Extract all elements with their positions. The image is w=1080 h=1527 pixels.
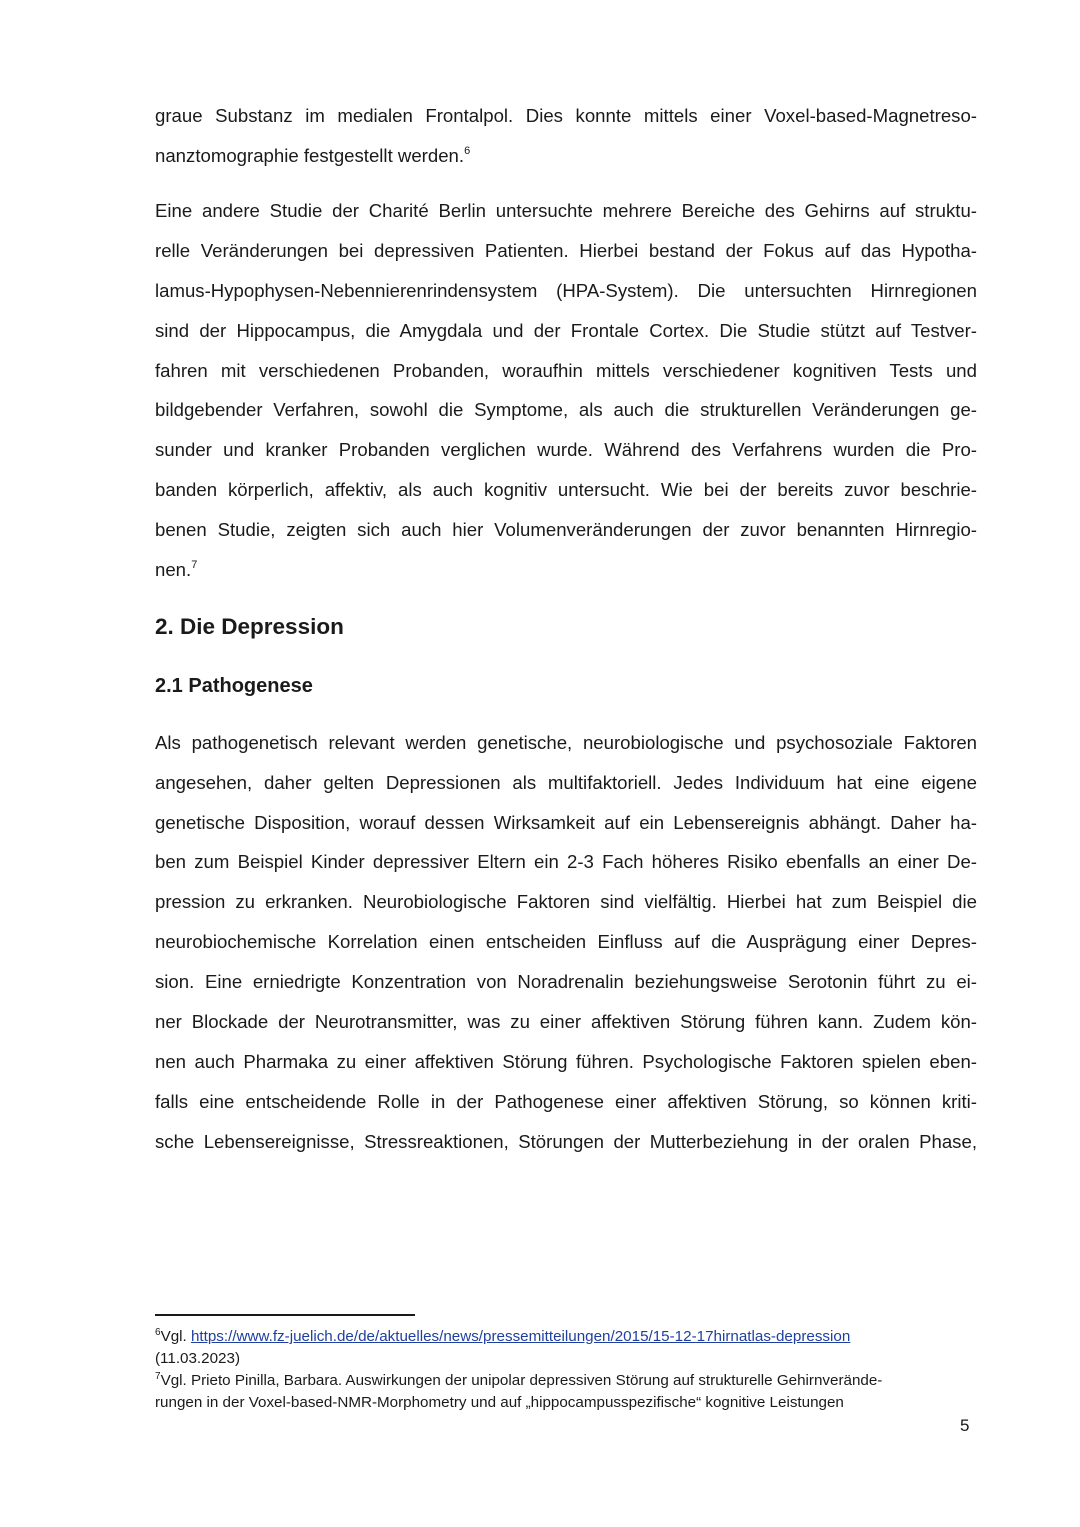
footnote-prefix: Vgl. (160, 1328, 191, 1345)
paragraph-line: genetische Disposition, worauf dessen Wirksamkeit auf ein Lebensereignis abhängt. Daher ha- (155, 812, 977, 833)
paragraph-line: Eine andere Studie der Charité Berlin untersuchte mehrere Bereiche des Gehirns auf struktu- (155, 200, 977, 221)
paragraph-line: Als pathogenetisch relevant werden genetische, neurobiologische und psychosoziale Faktoren (155, 732, 977, 753)
paragraph-line: sind der Hippocampus, die Amygdala und der Frontale Cortex. Die Studie stützt auf Testver- (155, 320, 977, 341)
paragraph-line: lamus-Hypophysen-Nebennierenrindensystem (HPA-System). Die untersuchten Hirnregionen (155, 280, 977, 301)
paragraph-line: graue Substanz im medialen Frontalpol. Dies konnte mittels einer Voxel-based-Magnetreso- (155, 105, 977, 126)
paragraph-line: banden körperlich, affektiv, als auch kognitiv untersucht. Wie bei der bereits zuvor beschrie- (155, 479, 977, 500)
footnote-separator (155, 1314, 415, 1316)
footnote-6 (155, 1327, 977, 1347)
paragraph-line: benen Studie, zeigten sich auch hier Volumenveränderungen der zuvor benannten Hirnregio- (155, 519, 977, 540)
footnote-link[interactable]: https://www.fz-juelich.de/de/aktuelles/news/pressemitteilungen/2015/15-12-17hirnatlas-depression (190, 1328, 851, 1345)
paragraph-line: sion. Eine erniedrigte Konzentration von Noradrenalin beziehungsweise Serotonin führt zu ei- (155, 971, 977, 992)
footnote-number: 7 (155, 1371, 161, 1382)
paragraph-line: nen auch Pharmaka zu einer affektiven Störung führen. Psychologische Faktoren spielen eben- (155, 1051, 977, 1072)
paragraph-line: relle Veränderungen bei depressiven Patienten. Hierbei bestand der Fokus auf das Hypotha- (155, 240, 977, 261)
paragraph-line: fahren mit verschiedenen Probanden, woraufhin mittels verschiedener kognitiven Tests und (155, 360, 977, 381)
paragraph-line: neurobiochemische Korrelation einen entscheiden Einfluss auf die Ausprägung einer Depres- (155, 931, 977, 952)
paragraph-line: falls eine entscheidende Rolle in der Pathogenese einer affektiven Störung, so können kriti- (155, 1091, 977, 1112)
footnote-ref: 7 (191, 559, 198, 571)
page-number: 5 (960, 1416, 970, 1435)
paragraph-line: ner Blockade der Neurotransmitter, was zu einer affektiven Störung führen kann. Zudem kön- (155, 1011, 977, 1032)
footnote-6-date: (11.03.2023) (155, 1350, 240, 1367)
footnote-7-continuation: rungen in der Voxel-based-NMR-Morphometry und auf „hippocampusspezifische“ kognitive Leistungen (155, 1394, 844, 1411)
paragraph-line: nanztomographie festgestellt werden.$^6$ (155, 145, 471, 166)
paragraph-line: ben zum Beispiel Kinder depressiver Eltern ein 2-3 Fach höheres Risiko ebenfalls an einer De- (155, 851, 977, 872)
paragraph-line: pression zu erkranken. Neurobiologische Faktoren sind vielfältig. Hierbei hat zum Beispiel die (155, 891, 977, 912)
paragraph-line: sunder und kranker Probanden verglichen wurde. Während des Verfahrens wurden die Pro- (155, 439, 977, 460)
footnote-text: Vgl. Prieto Pinilla, Barbara. Auswirkungen der unipolar depressiven Störung auf strukturelle Gehirnverände- (160, 1372, 883, 1389)
paragraph-line: nen.$^7$ (155, 559, 198, 580)
paragraph-line: angesehen, daher gelten Depressionen als multifaktoriell. Jedes Individuum hat eine eigene (155, 772, 977, 793)
footnote-7 (155, 1371, 977, 1391)
section-heading: 2. Die Depression (155, 614, 344, 639)
footnote-ref: 6 (464, 145, 471, 157)
paragraph-line: sche Lebensereignisse, Stressreaktionen, Störungen der Mutterbeziehung in der oralen Phase, (155, 1131, 977, 1152)
subsection-heading: 2.1 Pathogenese (155, 675, 313, 697)
paragraph-line: bildgebender Verfahren, sowohl die Symptome, als auch die strukturellen Veränderungen ge- (155, 399, 977, 420)
footnote-number: 6 (155, 1327, 161, 1338)
